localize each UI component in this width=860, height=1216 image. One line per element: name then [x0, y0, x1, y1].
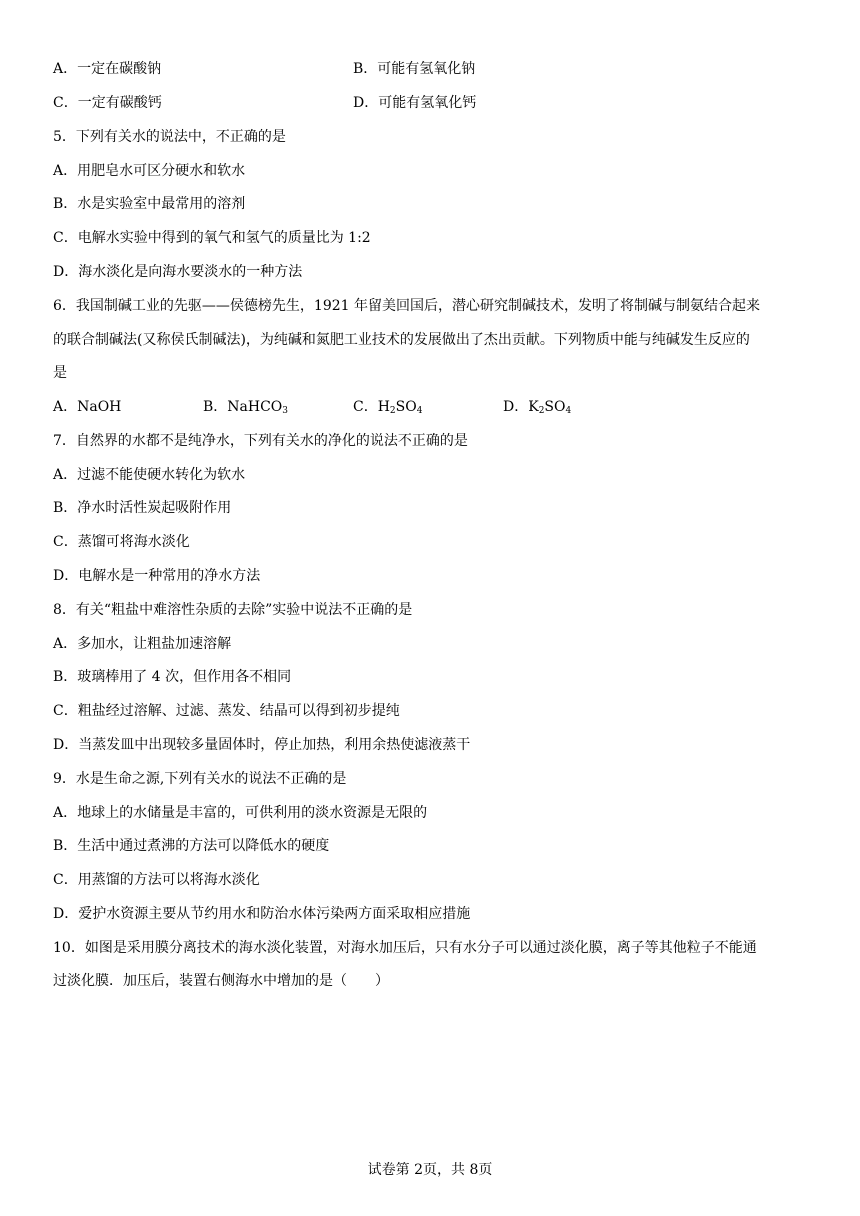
q6-stem-line2: 的联合制碱法(又称侯氏制碱法)，为纯碱和氮肥工业技术的发展做出了杰出贡献。下列物质中能与纯碱发生反应的: [53, 332, 750, 348]
q6-option-d-rest: SO: [544, 399, 566, 415]
q5-option-a: A．用肥皂水可区分硬水和软水: [53, 163, 246, 179]
q6-option-c-sub: 2: [389, 406, 396, 416]
q6-option-d-sub: 2: [538, 406, 545, 416]
q9-stem: 9．水是生命之源,下列有关水的说法不正确的是: [53, 771, 347, 787]
q9-option-b: B．生活中通过煮沸的方法可以降低水的硬度: [53, 838, 330, 854]
q4-option-d: D．可能有氢氧化钙: [353, 95, 477, 111]
q4-option-a: A．一定在碳酸钠: [53, 61, 162, 77]
q9-option-c: C．用蒸馏的方法可以将海水淡化: [53, 872, 260, 888]
q6-stem-line3: 是: [53, 365, 67, 381]
q6-option-c-rest: SO: [395, 399, 417, 415]
q5-stem: 5．下列有关水的说法中，不正确的是: [53, 129, 286, 145]
q6-option-d: [503, 397, 571, 417]
q6-stem-line1: 6．我国制碱工业的先驱——侯德榜先生，1921 年留美回国后，潜心研究制碱技术，发明了将制碱与制氨结合起来: [53, 298, 760, 314]
q4-option-b: B．可能有氢氧化钠: [353, 61, 476, 77]
q6-option-c: [353, 397, 422, 417]
page-footer: 试卷第 2页，共 8页: [367, 1162, 493, 1178]
q10-stem-line2: 过淡化膜．加压后，装置右侧海水中增加的是（ ）: [53, 973, 389, 989]
q8-option-d: D．当蒸发皿中出现较多量固体时，停止加热，利用余热使滤液蒸干: [53, 737, 471, 753]
q6-option-a: [53, 397, 121, 417]
q8-option-c: C．粗盐经过溶解、过滤、蒸发、结晶可以得到初步提纯: [53, 703, 400, 719]
q6-option-d-text: D．K: [503, 399, 539, 415]
q7-option-a: A．过滤不能使硬水转化为软水: [53, 467, 246, 483]
q6-option-c-sub2: 4: [416, 406, 423, 416]
q6-option-b-text: B．NaHCO: [203, 399, 283, 415]
q9-option-a: A．地球上的水储量是丰富的，可供利用的淡水资源是无限的: [53, 805, 428, 821]
q5-option-d: D．海水淡化是向海水要淡水的一种方法: [53, 264, 303, 280]
q8-stem: 8．有关“粗盐中难溶性杂质的去除”实验中说法不正确的是: [53, 602, 413, 618]
q6-option-a-text: A．NaOH: [53, 399, 122, 415]
q6-option-b: [203, 397, 288, 417]
q6-option-d-sub2: 4: [565, 406, 572, 416]
q7-stem: 7．自然界的水都不是纯净水，下列有关水的净化的说法不正确的是: [53, 433, 468, 449]
q8-option-b: B．玻璃棒用了 4 次，但作用各不相同: [53, 669, 292, 685]
q6-option-c-text: C．H: [353, 399, 390, 415]
q7-option-c: C．蒸馏可将海水淡化: [53, 534, 190, 550]
q4-option-c: C．一定有碳酸钙: [53, 95, 162, 111]
q10-stem-line1: 10．如图是采用膜分离技术的海水淡化装置，对海水加压后，只有水分子可以通过淡化膜，离子等其他粒子不能通: [53, 940, 757, 956]
q7-option-d: D．电解水是一种常用的净水方法: [53, 568, 261, 584]
q6-option-b-sub: 3: [282, 406, 289, 416]
q5-option-b: B．水是实验室中最常用的溶剂: [53, 196, 246, 212]
q7-option-b: B．净水时活性炭起吸附作用: [53, 500, 232, 516]
q8-option-a: A．多加水，让粗盐加速溶解: [53, 636, 232, 652]
q5-option-c: C．电解水实验中得到的氧气和氢气的质量比为 1:2: [53, 230, 371, 246]
q9-option-d: D．爱护水资源主要从节约用水和防治水体污染两方面采取相应措施: [53, 906, 471, 922]
